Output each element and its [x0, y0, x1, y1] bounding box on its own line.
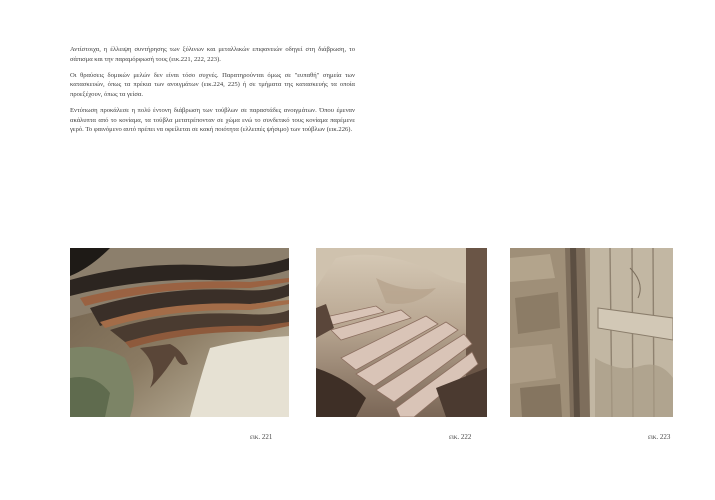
- figure-221-photo: [70, 248, 289, 417]
- paragraph: Οι θραύσεις δομικών μελών δεν είναι τόσο συχνές. Παρατηρούνται όμως σε "ευπαθή" σημεία των κατασκευών, όπως τα πρέκια των ανοιγμάτων (εικ.224, 225) ή σε τμήματα της κατασκευής τα οποία προεξέχουν, όπως τα γείσα.: [70, 71, 355, 98]
- paragraph: Αντίστοιχα, η έλλειψη συντήρησης των ξύλινων και μεταλλικών επιφανειών οδηγεί στη διάβρωση, το σάπισμα και την παραμόρφωσή τους (εικ.221, 222, 223).: [70, 46, 355, 63]
- paragraph: Εντύπωση προκάλεσε η πολύ έντονη διάβρωση των τούβλων σε παραστάδες ανοιγμάτων. Όπου έμεναν ακάλυπτα από το κονίαμα, τα τούβλα μετατρέπονταν σε χώμα ενώ το συνδετικό τους κονίαμα παρέμενε γερό. Το φαινόμενο αυτό πρέπει να οφείλεται σε κακή ποιότητα (ελλειπές ψήσιμο) των τούβλων (εικ.226).: [70, 106, 355, 134]
- figure-223-photo: [510, 248, 673, 417]
- figure-caption: εικ. 223: [648, 433, 671, 441]
- body-text: [70, 45, 355, 141]
- figure-222-photo: [316, 248, 487, 417]
- figure-caption: εικ. 221: [250, 433, 273, 441]
- figure-caption: εικ. 222: [449, 433, 472, 441]
